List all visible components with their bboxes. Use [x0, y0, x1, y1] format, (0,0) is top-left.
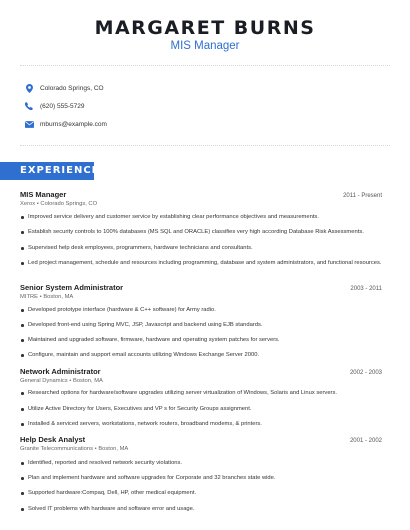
bullet-item: Researched options for hardware/software upgrades utilizing server virtualization of Windows, Solaris and Linux servers. — [20, 389, 382, 398]
job-location: Boston, MA — [43, 294, 74, 300]
bullet-item: Supervised help desk employees, programmers, hardware technicians and consultants. — [20, 244, 382, 253]
job-role: Help Desk Analyst — [20, 435, 86, 444]
job-meta: Xerox • Colorado Springs, CO — [20, 201, 98, 207]
job-entry — [20, 190, 382, 280]
phone-text: (620) 555-5729 — [40, 102, 85, 110]
email-text: mburns@example.com — [40, 120, 107, 128]
job-dates: 2002 - 2003 — [349, 370, 382, 376]
divider — [20, 65, 390, 66]
bullet-item: Installed & serviced servers, workstations, network routers, broadband modems, & printers. — [20, 420, 382, 429]
job-company: Xerox — [20, 201, 36, 207]
contact-phone — [20, 98, 84, 114]
job-entry — [20, 283, 382, 363]
bullet-item: Configure, maintain and support email accounts utilizing Windows Exchange Server 2000. — [20, 351, 382, 360]
job-role: MIS Manager — [20, 190, 67, 199]
job-meta: MITRE • Boston, MA — [20, 294, 74, 300]
bullet-item: Plan and implement hardware and software upgrades for Corporate and 32 branches state wide. — [20, 474, 382, 483]
job-location: Colorado Springs, CO — [40, 201, 98, 207]
job-company: Granite Telecommunications — [20, 446, 94, 452]
job-company: MITRE — [20, 294, 39, 300]
job-dates: 2003 - 2011 — [350, 286, 382, 292]
divider — [20, 145, 390, 146]
job-entry — [20, 435, 382, 525]
bullet-item: Solved IT problems with hardware and software error and usage. — [20, 505, 382, 514]
bullet-item: Supported hardware:Compaq, Dell, HP, other medical equipment. — [20, 489, 382, 498]
job-meta: Granite Telecommunications • Boston, MA — [20, 446, 129, 452]
bullet-item: Utilize Active Directory for Users, Executives and VP s for Security Groups assignment. — [20, 405, 382, 414]
job-location: Boston, MA — [72, 378, 103, 384]
bullet-item: Identified, reported and resolved network security violations. — [20, 459, 382, 468]
contact-email — [20, 116, 107, 132]
bullet-item: Developed front-end using Spring MVC, JSP, Javascript and backend using EJB standards. — [20, 321, 382, 330]
bullet-item: Led project management, schedule and resources including programming, database and system administrators, and functional resources. — [20, 259, 382, 268]
job-location: Boston, MA — [98, 446, 129, 452]
section-heading-experience: EXPERIENCE — [0, 162, 94, 180]
job-title: MIS Manager — [170, 40, 240, 52]
contact-location — [20, 80, 104, 96]
phone-icon — [22, 99, 36, 113]
bullet-item: Developed prototype interface (hardware & C++ software) for Army radio. — [20, 306, 382, 315]
envelope-icon — [22, 117, 36, 131]
bullet-item: Maintained and upgraded software, firmware, hardware and operating system patches for servers. — [20, 336, 382, 345]
job-company: General Dynamics — [20, 378, 68, 384]
job-role: Senior System Administrator — [20, 283, 124, 292]
bullet-item: Improved service delivery and customer service by establishing clear performance objectives and measurements. — [20, 213, 382, 222]
location-text: Colorado Springs, CO — [40, 84, 104, 92]
candidate-name: MARGARET BURNS — [94, 17, 316, 39]
job-role: Network Administrator — [20, 367, 101, 376]
bullet-item: Establish security controls to 100% databases (MS SQL and ORACLE) classifies very high according Database Risk Assessments. — [20, 228, 382, 237]
job-meta: General Dynamics • Boston, MA — [20, 378, 103, 384]
job-entry — [20, 367, 382, 431]
location-pin-icon — [22, 81, 36, 95]
job-dates: 2001 - 2002 — [349, 438, 382, 444]
job-dates: 2011 - Present — [343, 193, 382, 199]
